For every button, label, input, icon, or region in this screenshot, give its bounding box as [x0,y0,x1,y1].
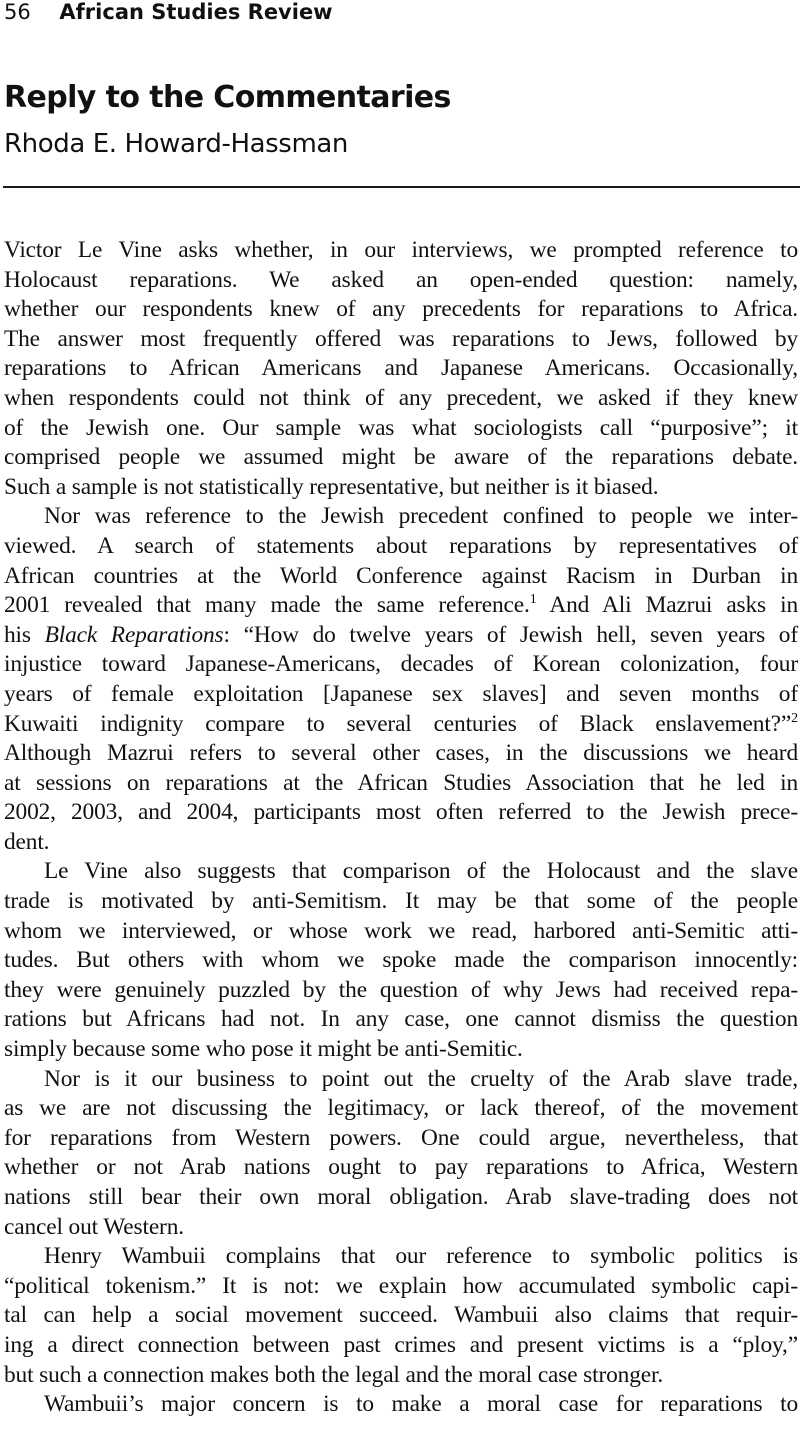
text-line: reparations to African Americans and Japanese Americans. Occasionally, [4,355,798,382]
text-line: cancel out Western. [4,1213,184,1240]
text-line: Holocaust reparations. We asked an open-ended question: namely, [4,266,798,293]
text-line: 2002, 2003, and 2004, participants most often referred to the Jewish prece- [4,799,798,826]
text-line: Such a sample is not statistically representative, but neither is it biased. [4,473,659,500]
text-line: they were genuinely puzzled by the question of why Jews had received repa- [4,976,798,1003]
text-line: simply because some who pose it might be anti-Semitic. [4,1036,523,1063]
text-line: Nor is it our business to point out the cruelty of the Arab slave trade, [44,1065,798,1092]
running-header [4,0,333,27]
paragraph [4,1242,798,1390]
article-title: Reply to the Commentaries [4,80,451,115]
footnote-marker-1[interactable]: 1 [529,592,537,608]
text-line: ing a direct connection between past crimes and present victims is a “ploy,” [4,1331,798,1358]
text-line [4,621,798,651]
text-line: at sessions on reparations at the African Studies Association that he led in [4,769,798,796]
text-line: for reparations from Western powers. One could argue, nevertheless, that [4,1124,798,1151]
article-body [4,236,798,1420]
text-line: years of female exploitation [Japanese sex slaves] and seven months of [4,680,798,707]
text-line: Wambuii’s major concern is to make a moral case for reparations to [44,1391,798,1418]
text-line: Nor was reference to the Jewish precedent confined to people we inter- [44,503,798,530]
text-line: whether or not Arab nations ought to pay reparations to Africa, Western [4,1154,798,1181]
paragraph [4,502,798,857]
text-line: whether our respondents knew of any precedents for reparations to Africa. [4,296,798,323]
title-divider [3,186,800,188]
text-run: 2001 revealed that many made the same reference. [4,592,530,619]
text-line: Le Vine also suggests that comparison of the Holocaust and the slave [44,858,798,885]
text-line: tudes. But others with whom we spoke made the comparison innocently: [4,947,798,974]
text-line: tal can help a social movement succeed. Wambuii also claims that requir- [4,1302,798,1329]
book-title: Black Reparations [44,621,224,648]
paragraph [4,857,798,1064]
text-line [4,710,798,740]
text-line: but such a connection makes both the legal and the moral case stronger. [4,1361,664,1388]
text-line: comprised people we assumed might be aware of the reparations debate. [4,444,798,471]
text-run: Kuwaiti indignity compare to several centuries of Black enslavement?” [4,710,792,737]
text-line: nations still bear their own moral obligation. Arab slave-trading does not [4,1184,798,1210]
text-line: whom we interviewed, or whose work we read, harbored anti-Semitic atti- [4,917,798,944]
page-number: 56 [4,0,31,24]
text-line: trade is motivated by anti-Semitism. It may be that some of the people [4,888,798,915]
text-line: injustice toward Japanese-Americans, decades of Korean colonization, four [4,651,798,678]
text-line: dent. [4,828,50,855]
text-run: : “How do twelve years of Jewish hell, seven years of [223,621,798,648]
journal-title: African Studies Review [59,0,333,24]
article-author: Rhoda E. Howard-Hassman [4,129,348,159]
text-line: when respondents could not think of any precedent, we asked if they knew [4,384,798,411]
text-line: Henry Wambuii complains that our reference to symbolic politics is [44,1243,798,1270]
text-line: Although Mazrui refers to several other cases, in the discussions we heard [4,740,798,767]
text-line: rations but Africans had not. In any case, one cannot dismiss the question [4,1006,798,1033]
text-line: Victor Le Vine asks whether, in our interviews, we prompted reference to [4,237,798,263]
text-line: The answer most frequently offered was reparations to Jews, followed by [4,325,798,352]
text-line: African countries at the World Conference against Racism in Durban in [4,562,798,589]
paragraph [4,236,798,502]
text-line: viewed. A search of statements about reparations by representatives of [4,532,798,559]
text-run: And Ali Mazrui asks in [536,592,799,619]
paragraph [4,1065,798,1243]
text-line: of the Jewish one. Our sample was what sociologists call “purposive”; it [4,414,798,441]
text-line [4,591,798,621]
text-line: as we are not discussing the legitimacy, or lack thereof, of the movement [4,1095,798,1122]
text-run: his [4,621,45,648]
text-line: “political tokenism.” It is not: we explain how accumulated symbolic capi- [4,1272,798,1299]
paragraph [4,1390,798,1420]
footnote-marker-2[interactable]: 2 [791,710,798,726]
